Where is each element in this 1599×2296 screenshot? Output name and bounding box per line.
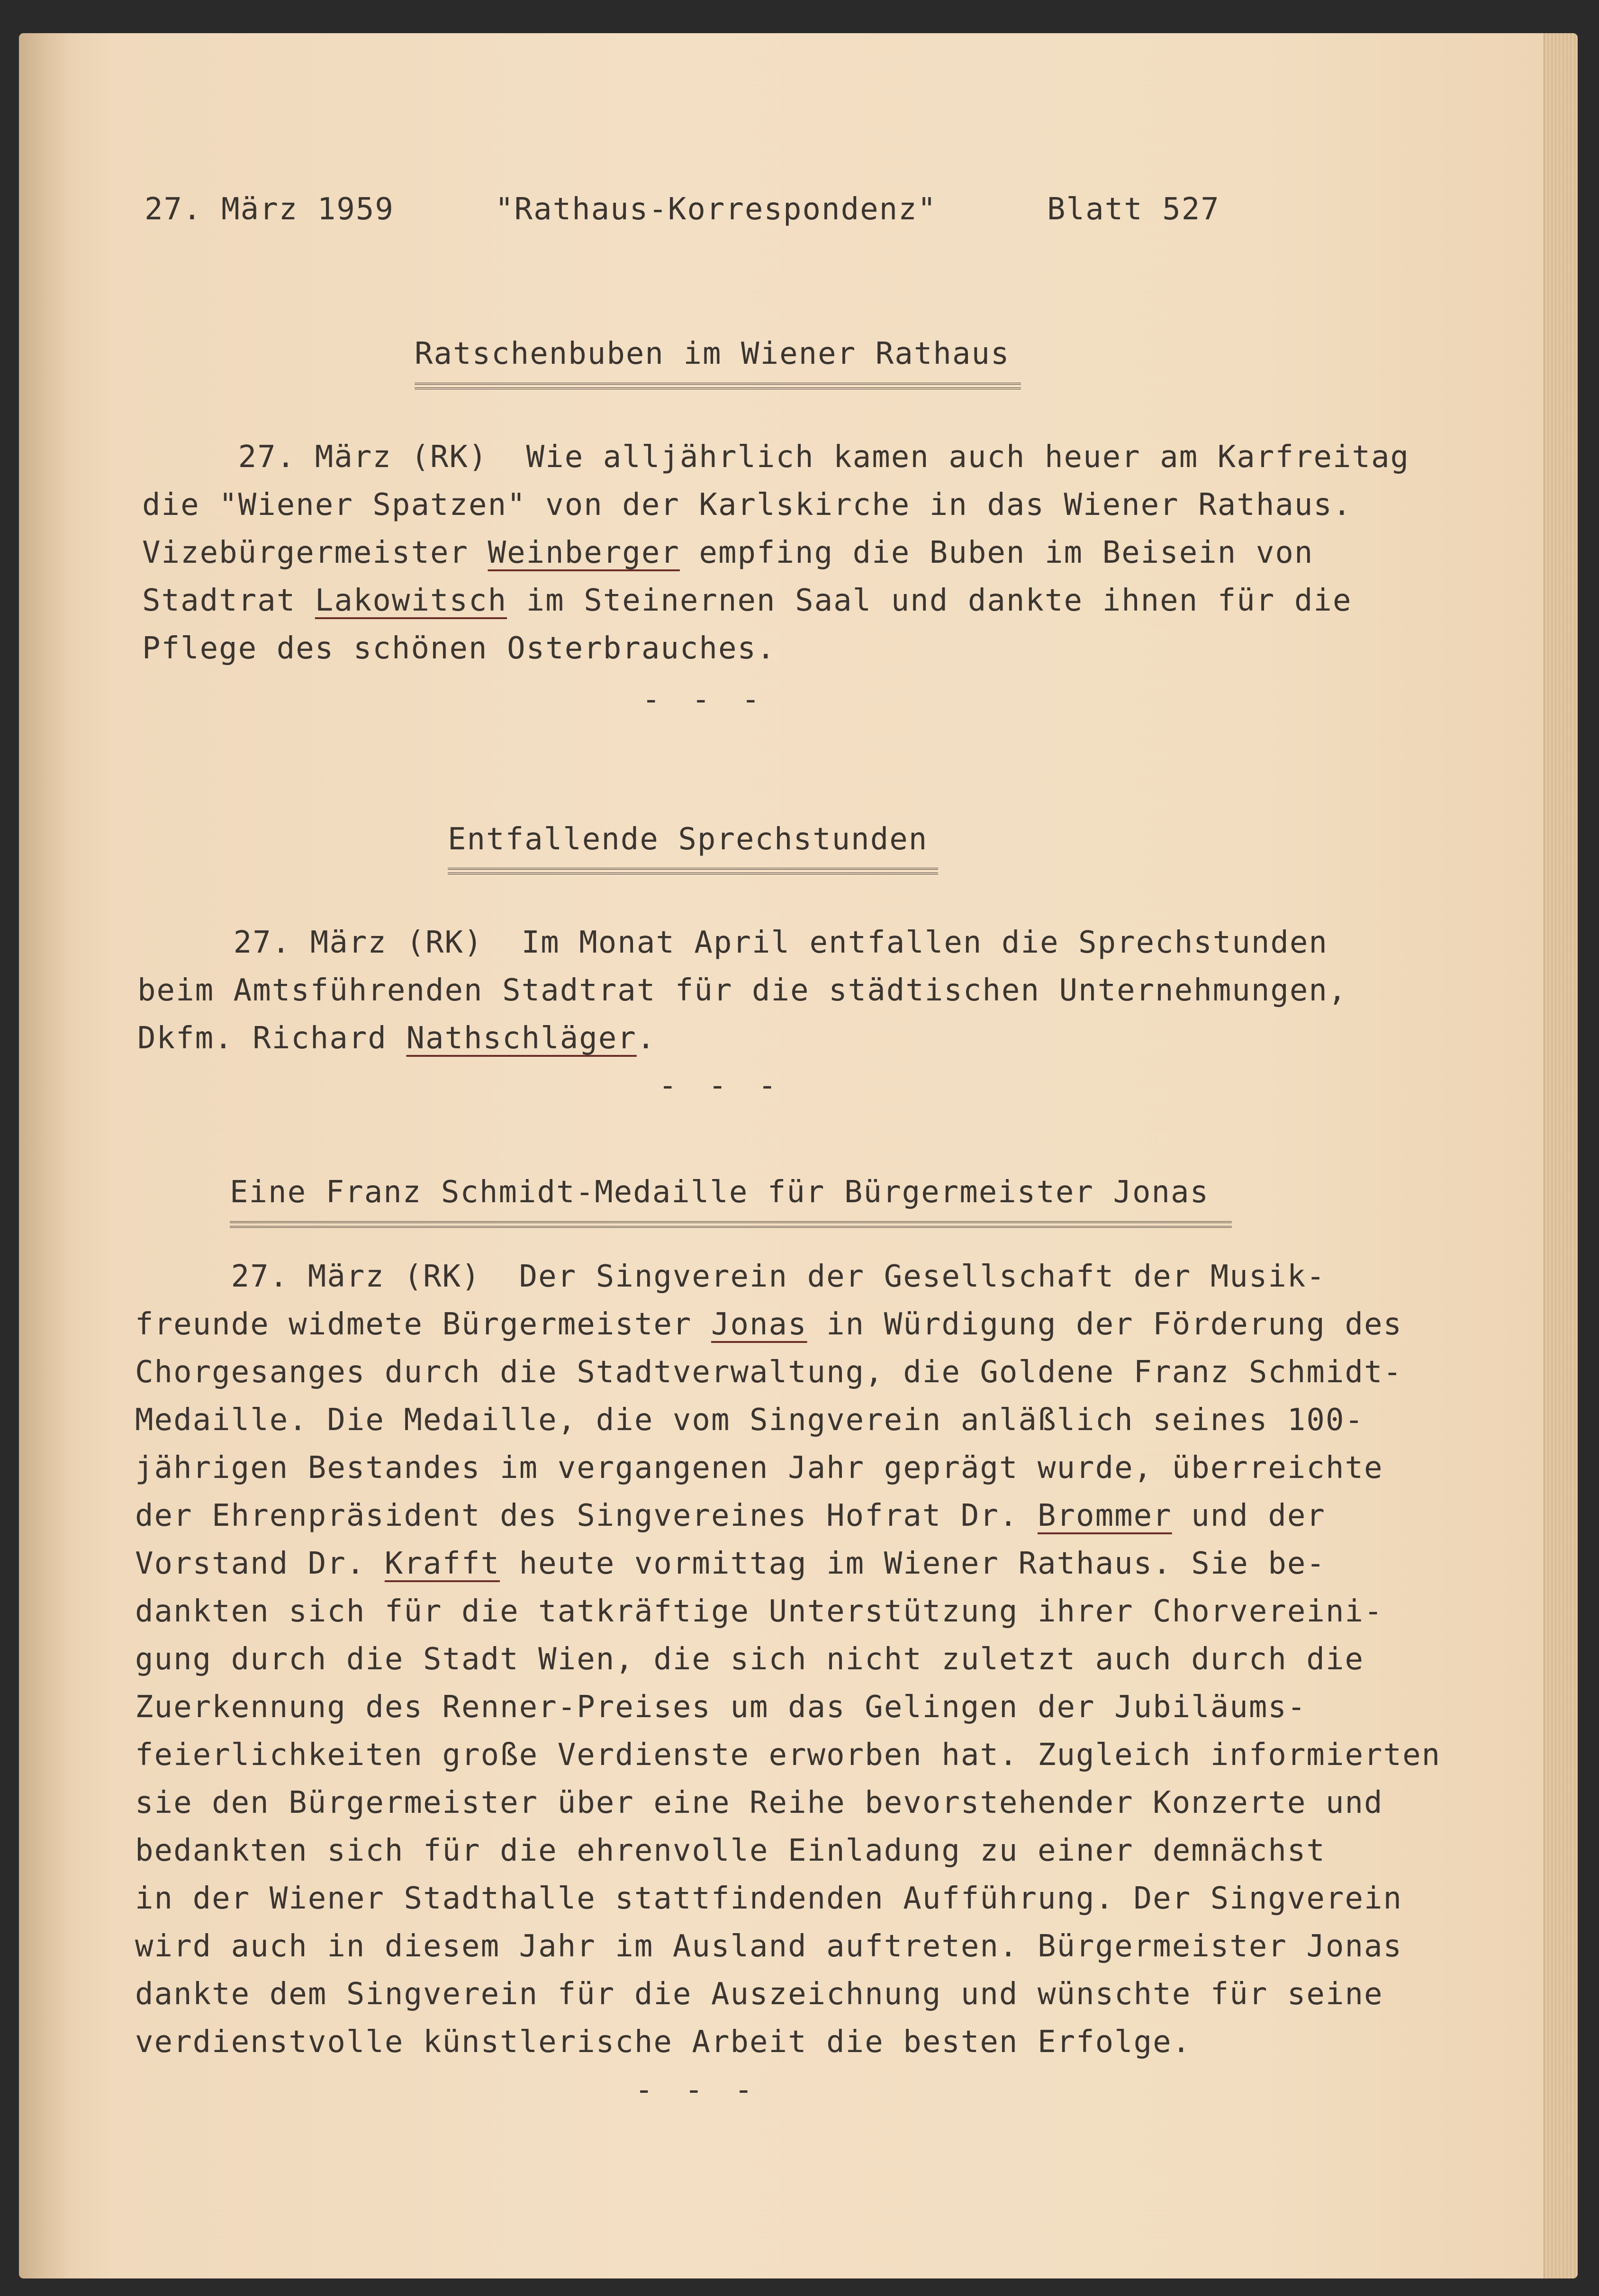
body-line [135, 1444, 1441, 1492]
body-text: wird auch in diesem Jahr im Ausland auftreten. Bürgermeister Jonas [135, 1929, 1403, 1964]
body-line [142, 577, 1409, 625]
header-publication: "Rathaus-Korrespondenz" [495, 192, 937, 227]
body-line [135, 1492, 1441, 1540]
underlined-name: Weinberger [488, 535, 680, 570]
body-text: Pflege des schönen Osterbrauches. [142, 631, 776, 666]
body-text: empfing die Buben im Beisein von [679, 535, 1314, 570]
title-rule [415, 383, 1021, 389]
body-text: . [636, 1021, 656, 1056]
article-title-ratschenbuben: Ratschenbuben im Wiener Rathaus [415, 336, 1010, 371]
body-text: Dkfm. Richard [137, 1021, 407, 1056]
body-text: freunde widmete Bürgermeister [135, 1307, 711, 1342]
underlined-name: Jonas [711, 1307, 807, 1342]
article-title-sprechstunden: Entfallende Sprechstunden [448, 822, 928, 857]
body-text: 27. März (RK) Der Singverein der Gesellschaft der Musik- [135, 1259, 1326, 1294]
body-text: dankten sich für die tatkräftige Unterstützung ihrer Chorvereini- [135, 1594, 1383, 1629]
body-line [135, 1253, 1441, 1301]
body-line [135, 1540, 1441, 1588]
body-text: und der [1172, 1498, 1326, 1533]
body-text: gung durch die Stadt Wien, die sich nicht zuletzt auch durch die [135, 1642, 1364, 1677]
body-line [135, 1301, 1441, 1349]
body-text: in der Wiener Stadthalle stattfindenden Aufführung. Der Singverein [135, 1881, 1403, 1916]
body-text: bedankten sich für die ehrenvolle Einladung zu einer demnächst [135, 1833, 1326, 1868]
body-text: heute vormittag im Wiener Rathaus. Sie be- [500, 1546, 1326, 1581]
body-text: Vizebürgermeister [142, 535, 488, 570]
body-line [135, 1875, 1441, 1923]
book-spine-shadow [19, 33, 71, 2278]
body-text: beim Amtsführenden Stadtrat für die städtischen Unternehmungen, [137, 973, 1347, 1008]
body-line [135, 1779, 1441, 1827]
title-rule [230, 1221, 1232, 1228]
body-text: verdienstvolle künstlerische Arbeit die besten Erfolge. [135, 2025, 1192, 2060]
underlined-name: Nathschläger [406, 1021, 637, 1056]
article-separator: - - - [635, 2072, 759, 2107]
body-line [142, 433, 1409, 481]
body-line [142, 481, 1409, 529]
article-separator: - - - [659, 1068, 783, 1103]
body-line [135, 1684, 1441, 1731]
body-text: dankte dem Singverein für die Auszeichnung und wünschte für seine [135, 1977, 1383, 2012]
body-text: Vorstand Dr. [135, 1546, 385, 1581]
title-rule [448, 868, 938, 874]
body-line [135, 1636, 1441, 1684]
body-line [135, 1827, 1441, 1875]
article-body-medaille [135, 1253, 1441, 2066]
body-line [135, 1588, 1441, 1636]
article-body-ratschenbuben [142, 433, 1409, 673]
body-text: 27. März (RK) Im Monat April entfallen die Sprechstunden [137, 925, 1328, 960]
body-line [137, 919, 1347, 967]
body-text: Stadtrat [142, 583, 315, 618]
body-line [135, 1396, 1441, 1444]
article-body-sprechstunden [137, 919, 1347, 1062]
body-text: in Würdigung der Förderung des [807, 1307, 1403, 1342]
body-text: die "Wiener Spatzen" von der Karlskirche in das Wiener Rathaus. [142, 487, 1352, 522]
header-sheet-number: Blatt 527 [1047, 192, 1220, 227]
body-line [135, 1731, 1441, 1779]
body-text: Medaille. Die Medaille, die vom Singverein anläßlich seines 100- [135, 1403, 1364, 1438]
header-date: 27. März 1959 [145, 192, 394, 227]
body-line [142, 625, 1409, 673]
underlined-name: Krafft [384, 1546, 500, 1581]
article-separator: - - - [642, 682, 767, 717]
body-text: Chorgesanges durch die Stadtverwaltung, die Goldene Franz Schmidt- [135, 1355, 1403, 1390]
body-line [135, 1349, 1441, 1396]
body-line [135, 1923, 1441, 1971]
article-title-medaille: Eine Franz Schmidt-Medaille für Bürgermeister Jonas [230, 1175, 1210, 1210]
body-text: im Steinernen Saal und dankte ihnen für die [507, 583, 1352, 618]
body-line [135, 2018, 1441, 2066]
underlined-name: Lakowitsch [315, 583, 507, 618]
body-text: der Ehrenpräsident des Singvereines Hofrat Dr. [135, 1498, 1038, 1533]
body-text: 27. März (RK) Wie alljährlich kamen auch heuer am Karfreitag [142, 440, 1410, 475]
body-line [137, 1015, 1347, 1062]
body-text: jährigen Bestandes im vergangenen Jahr geprägt wurde, überreichte [135, 1450, 1383, 1486]
body-line [135, 1971, 1441, 2018]
body-line [142, 529, 1409, 577]
body-text: Zuerkennung des Renner-Preises um das Gelingen der Jubiläums- [135, 1690, 1307, 1725]
body-text: feierlichkeiten große Verdienste erworben hat. Zugleich informierten [135, 1738, 1441, 1773]
body-line [137, 967, 1347, 1015]
body-text: sie den Bürgermeister über eine Reihe bevorstehender Konzerte und [135, 1785, 1383, 1820]
page-edge-stack [1544, 33, 1578, 2278]
underlined-name: Brommer [1037, 1498, 1172, 1533]
